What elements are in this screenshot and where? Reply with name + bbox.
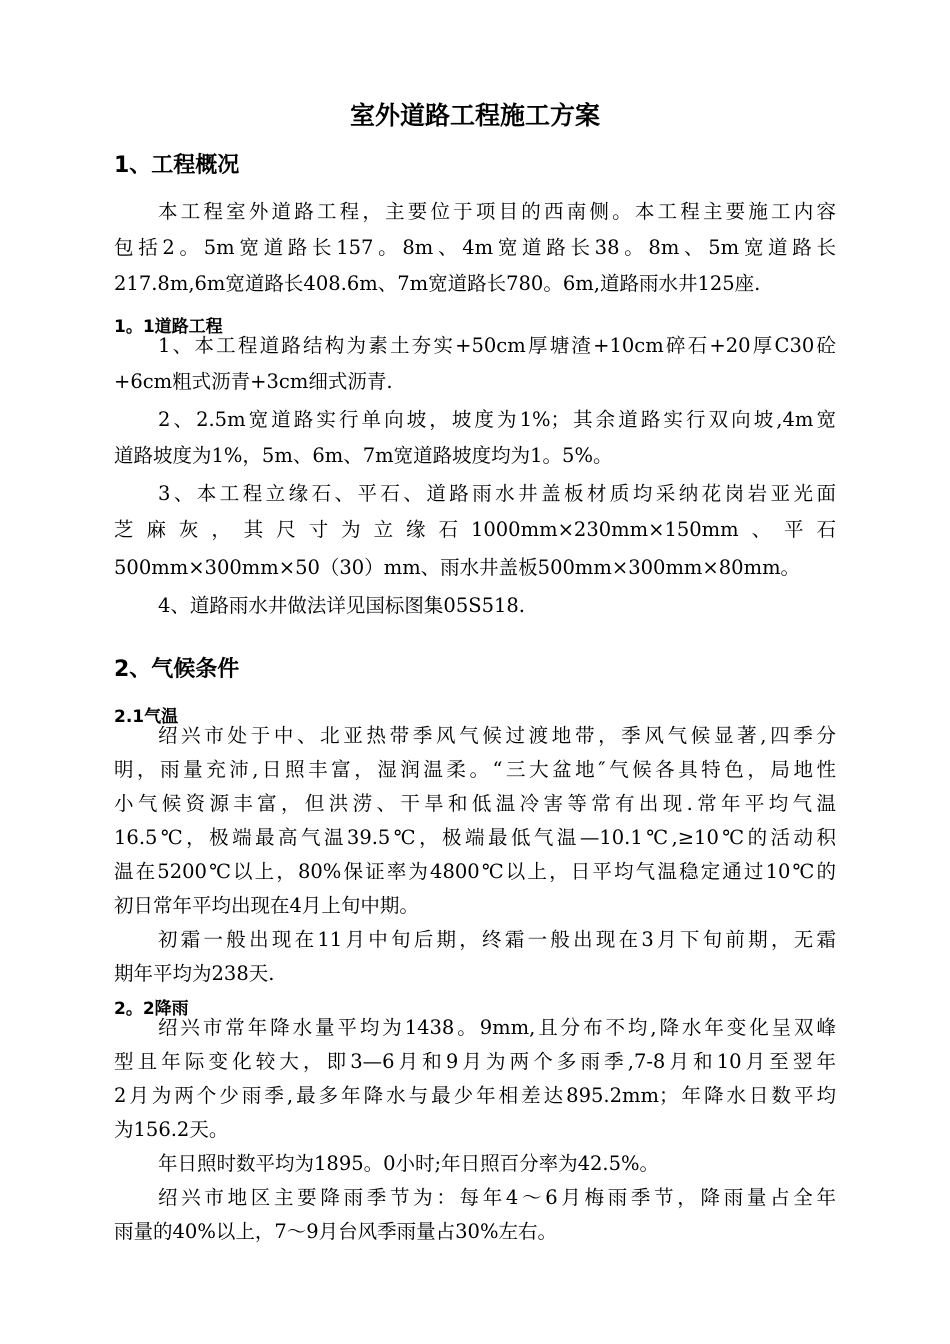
subsection-heading-rainfall: 2。2降雨 <box>114 999 189 1019</box>
paragraph-line: 500mm×300mm×50（30）mm、雨水井盖板500mm×300mm×80mm。 <box>114 556 801 579</box>
paragraph-line: 明，雨量充沛,日照丰富，湿润温柔。“三大盆地″气候各具特色，局地性 <box>114 758 836 781</box>
paragraph-line: 绍兴市地区主要降雨季节为：每年4～6月梅雨季节，降雨量占全年 <box>158 1186 836 1209</box>
paragraph-line: 芝麻灰，其尺寸为立缘石1000mm×230mm×150mm、平石 <box>114 518 836 541</box>
paragraph-line: 型且年际变化较大，即3—6月和9月为两个多雨季,7-8月和10月至翌年 <box>114 1050 836 1073</box>
document-title: 室外道路工程施工方案 <box>349 101 600 130</box>
paragraph-line: 2月为两个少雨季,最多年降水与最少年相差达895.2mm；年降水日数平均 <box>114 1084 836 1107</box>
subsection-heading-road: 1。1道路工程 <box>114 317 223 337</box>
paragraph-line: 绍兴市处于中、北亚热带季风气候过渡地带，季风气候显著,四季分 <box>158 724 836 747</box>
paragraph-line: 道路坡度为1%，5m、6m、7m宽道路坡度均为1。5%。 <box>114 444 613 467</box>
paragraph-line: 为156.2天。 <box>114 1118 229 1141</box>
subsection-heading-temperature: 2.1气温 <box>114 707 179 727</box>
paragraph-line: 年日照时数平均为1895。0小时;年日照百分率为42.5%。 <box>158 1152 660 1175</box>
section-heading-overview: 1、工程概况 <box>114 153 240 178</box>
paragraph-line: 4、道路雨水井做法详见国标图集05S518. <box>158 594 525 617</box>
paragraph-line: 本工程室外道路工程，主要位于项目的西南侧。本工程主要施工内容 <box>158 200 836 223</box>
paragraph-line: 2、2.5m宽道路实行单向坡，坡度为1%；其余道路实行双向坡,4m宽 <box>158 408 836 431</box>
paragraph-line: +6cm粗式沥青+3cm细式沥青. <box>114 370 393 393</box>
paragraph-line: 初日常年平均出现在4月上旬中期。 <box>114 894 419 917</box>
paragraph-line: 1、本工程道路结构为素土夯实+50cm厚塘渣+10cm碎石+20厚C30砼 <box>158 334 836 357</box>
paragraph-line: 小气候资源丰富，但洪涝、干旱和低温冷害等常有出现.常年平均气温 <box>114 792 836 815</box>
paragraph-line: 雨量的40%以上，7～9月台风季雨量占30%左右。 <box>114 1220 557 1243</box>
paragraph-line: 16.5℃，极端最高气温39.5℃，极端最低气温—10.1℃,≥10℃的活动积 <box>114 826 836 849</box>
paragraph-line: 期年平均为238天. <box>114 962 275 985</box>
paragraph-line: 绍兴市常年降水量平均为1438。9mm,且分布不均,降水年变化呈双峰 <box>158 1016 836 1039</box>
paragraph-line: 初霜一般出现在11月中旬后期，终霜一般出现在3月下旬前期，无霜 <box>158 928 836 951</box>
paragraph-line: 温在5200℃以上，80%保证率为4800℃以上，日平均气温稳定通过10℃的 <box>114 860 836 883</box>
paragraph-line: 3、本工程立缘石、平石、道路雨水井盖板材质均采纳花岗岩亚光面 <box>158 482 836 505</box>
paragraph-line: 包括2。5m宽道路长157。8m、4m宽道路长38。8m、5m宽道路长 <box>114 236 836 259</box>
paragraph-line: 217.8m,6m宽道路长408.6m、7m宽道路长780。6m,道路雨水井125座. <box>114 272 761 295</box>
section-heading-climate: 2、气候条件 <box>114 657 240 682</box>
